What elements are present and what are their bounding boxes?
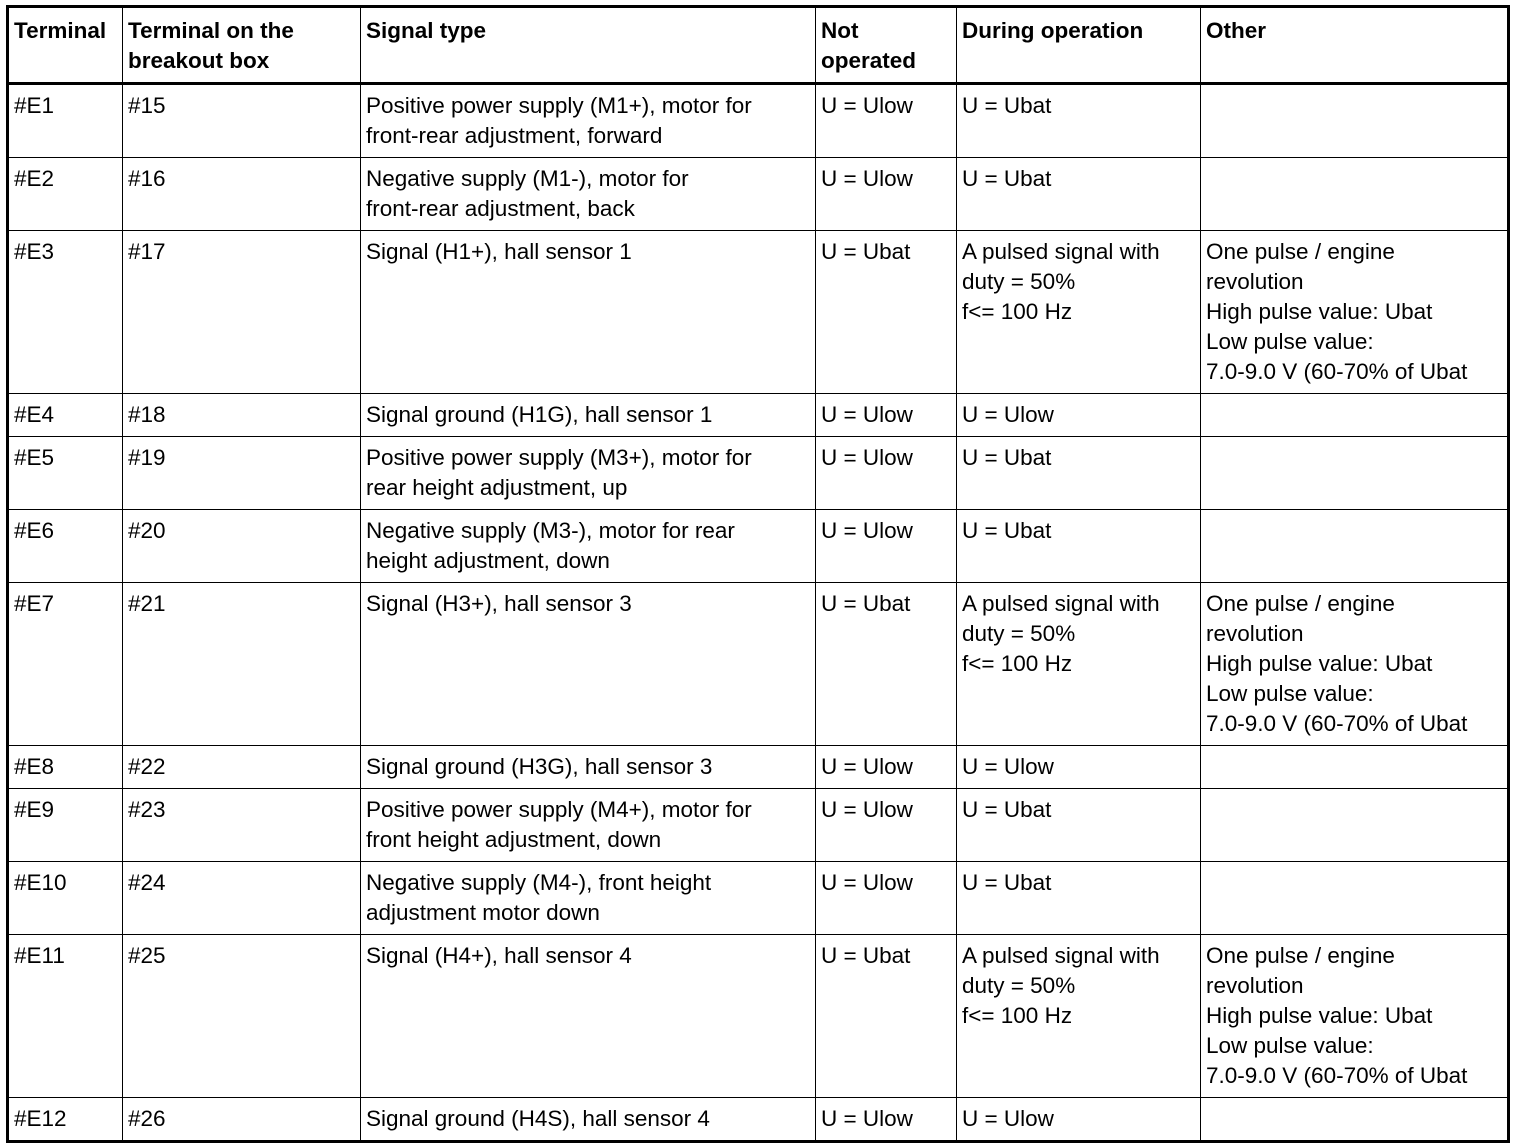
header-row [8,7,1509,84]
cell-during-operation: U = Ubat [957,158,1201,231]
header-not-operated: Not operated [816,7,957,84]
cell-breakout-terminal: #20 [123,510,361,583]
cell-during-operation: U = Ulow [957,394,1201,437]
table-row [8,231,1509,394]
cell-terminal: #E1 [8,84,123,158]
cell-terminal: #E3 [8,231,123,394]
cell-during-operation: U = Ubat [957,862,1201,935]
table-row [8,789,1509,862]
table-row [8,158,1509,231]
cell-during-operation: U = Ubat [957,789,1201,862]
cell-terminal: #E4 [8,394,123,437]
cell-terminal: #E5 [8,437,123,510]
cell-not-operated: U = Ulow [816,1098,957,1142]
cell-signal-type: Positive power supply (M4+), motor for front height adjustment, down [361,789,816,862]
table-row [8,935,1509,1098]
cell-terminal: #E6 [8,510,123,583]
table-row [8,84,1509,158]
table-row [8,437,1509,510]
cell-terminal: #E2 [8,158,123,231]
cell-signal-type: Signal ground (H3G), hall sensor 3 [361,746,816,789]
cell-signal-type: Signal ground (H4S), hall sensor 4 [361,1098,816,1142]
cell-other [1201,84,1509,158]
cell-breakout-terminal: #23 [123,789,361,862]
cell-signal-type: Signal (H4+), hall sensor 4 [361,935,816,1098]
cell-breakout-terminal: #18 [123,394,361,437]
cell-other [1201,862,1509,935]
cell-not-operated: U = Ubat [816,583,957,746]
table-row [8,394,1509,437]
cell-signal-type: Negative supply (M1-), motor for front-rear adjustment, back [361,158,816,231]
cell-signal-type: Signal (H3+), hall sensor 3 [361,583,816,746]
cell-signal-type: Positive power supply (M3+), motor for rear height adjustment, up [361,437,816,510]
cell-during-operation: U = Ubat [957,84,1201,158]
cell-other [1201,746,1509,789]
cell-breakout-terminal: #25 [123,935,361,1098]
cell-during-operation: A pulsed signal with duty = 50% f<= 100 Hz [957,583,1201,746]
cell-other [1201,437,1509,510]
table-row [8,1098,1509,1142]
cell-signal-type: Negative supply (M4-), front height adjustment motor down [361,862,816,935]
cell-breakout-terminal: #15 [123,84,361,158]
cell-breakout-terminal: #19 [123,437,361,510]
table-row [8,746,1509,789]
cell-during-operation: U = Ulow [957,746,1201,789]
cell-breakout-terminal: #17 [123,231,361,394]
cell-other: One pulse / engine revolution High pulse value: Ubat Low pulse value: 7.0-9.0 V (60-70% of Ubat [1201,935,1509,1098]
signal-table [6,5,1510,1143]
header-terminal: Terminal [8,7,123,84]
cell-during-operation: A pulsed signal with duty = 50% f<= 100 Hz [957,231,1201,394]
cell-terminal: #E7 [8,583,123,746]
cell-terminal: #E10 [8,862,123,935]
cell-breakout-terminal: #26 [123,1098,361,1142]
header-signal-type: Signal type [361,7,816,84]
cell-during-operation: U = Ubat [957,437,1201,510]
cell-other [1201,789,1509,862]
cell-not-operated: U = Ubat [816,935,957,1098]
cell-terminal: #E8 [8,746,123,789]
cell-terminal: #E11 [8,935,123,1098]
cell-other: One pulse / engine revolution High pulse value: Ubat Low pulse value: 7.0-9.0 V (60-70% of Ubat [1201,583,1509,746]
cell-other [1201,158,1509,231]
cell-signal-type: Positive power supply (M1+), motor for front-rear adjustment, forward [361,84,816,158]
cell-other [1201,1098,1509,1142]
cell-not-operated: U = Ulow [816,437,957,510]
cell-during-operation: U = Ulow [957,1098,1201,1142]
header-during-operation: During operation [957,7,1201,84]
cell-not-operated: U = Ulow [816,84,957,158]
cell-not-operated: U = Ulow [816,510,957,583]
cell-breakout-terminal: #24 [123,862,361,935]
cell-not-operated: U = Ulow [816,158,957,231]
cell-during-operation: A pulsed signal with duty = 50% f<= 100 Hz [957,935,1201,1098]
cell-breakout-terminal: #21 [123,583,361,746]
cell-terminal: #E12 [8,1098,123,1142]
cell-terminal: #E9 [8,789,123,862]
table-row [8,510,1509,583]
cell-signal-type: Negative supply (M3-), motor for rear height adjustment, down [361,510,816,583]
cell-other [1201,510,1509,583]
cell-not-operated: U = Ulow [816,746,957,789]
header-breakout-terminal: Terminal on the breakout box [123,7,361,84]
cell-signal-type: Signal ground (H1G), hall sensor 1 [361,394,816,437]
cell-not-operated: U = Ulow [816,394,957,437]
cell-not-operated: U = Ulow [816,862,957,935]
cell-not-operated: U = Ubat [816,231,957,394]
cell-signal-type: Signal (H1+), hall sensor 1 [361,231,816,394]
table-row [8,583,1509,746]
cell-not-operated: U = Ulow [816,789,957,862]
cell-breakout-terminal: #16 [123,158,361,231]
header-other: Other [1201,7,1509,84]
cell-breakout-terminal: #22 [123,746,361,789]
cell-other: One pulse / engine revolution High pulse value: Ubat Low pulse value: 7.0-9.0 V (60-70% of Ubat [1201,231,1509,394]
cell-other [1201,394,1509,437]
table-row [8,862,1509,935]
cell-during-operation: U = Ubat [957,510,1201,583]
